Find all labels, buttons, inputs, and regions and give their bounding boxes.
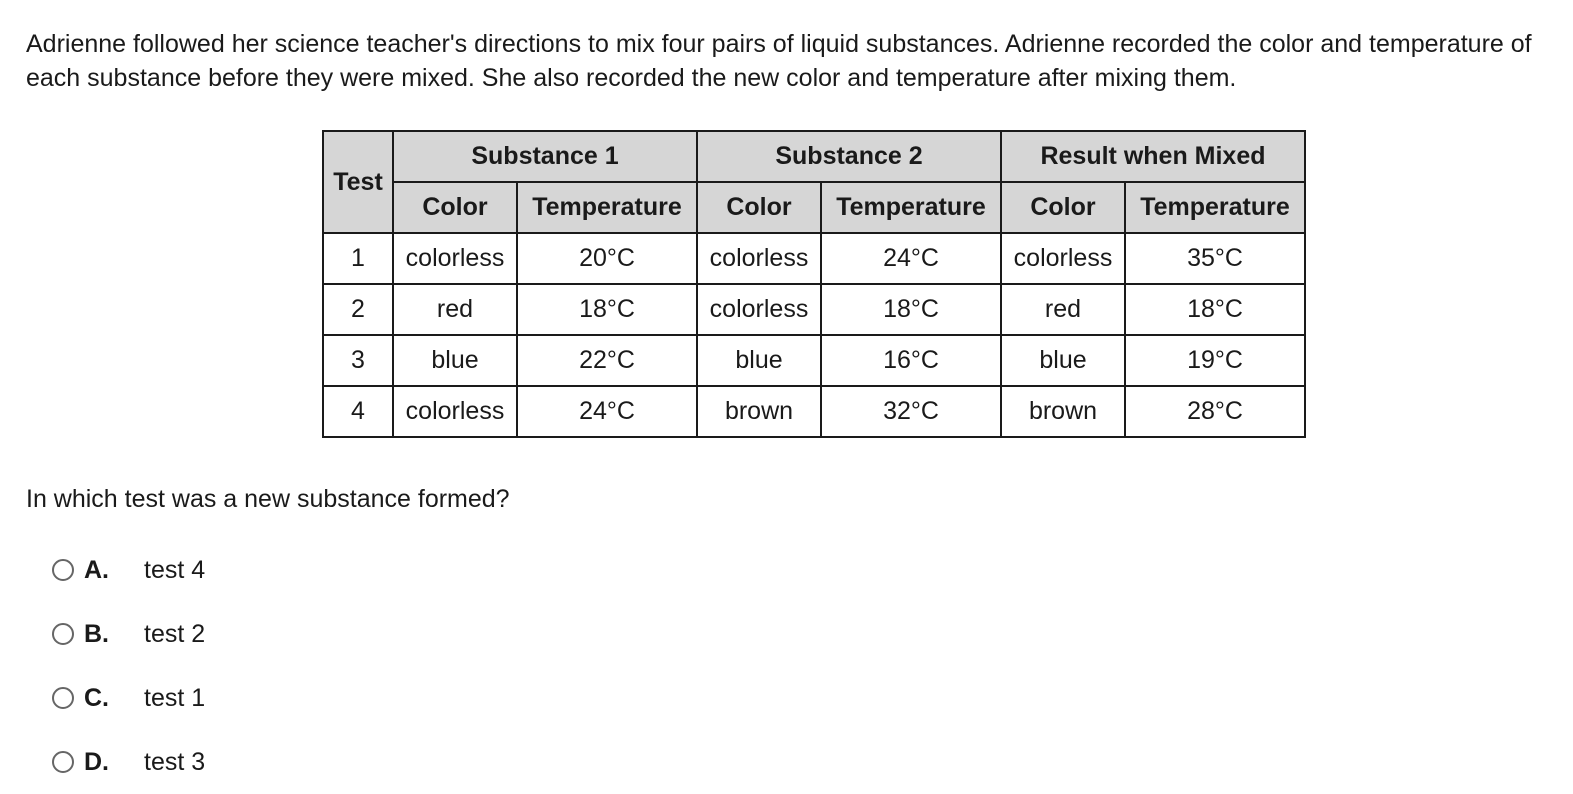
cell: colorless bbox=[697, 233, 821, 284]
data-table bbox=[322, 130, 1306, 438]
cell: 19°C bbox=[1125, 335, 1305, 386]
subheader-color: Color bbox=[697, 182, 821, 233]
radio-button-icon[interactable] bbox=[52, 687, 74, 709]
answer-choices bbox=[52, 538, 205, 794]
cell: 32°C bbox=[821, 386, 1001, 437]
cell-test: 1 bbox=[323, 233, 393, 284]
radio-button-icon[interactable] bbox=[52, 751, 74, 773]
table-subheader-row bbox=[323, 182, 1305, 233]
cell: red bbox=[1001, 284, 1125, 335]
cell: colorless bbox=[393, 386, 517, 437]
header-test: Test bbox=[323, 131, 393, 233]
choice-text: test 3 bbox=[144, 747, 206, 776]
choice-letter: D. bbox=[84, 747, 109, 776]
cell: 35°C bbox=[1125, 233, 1305, 284]
table-row bbox=[323, 335, 1305, 386]
header-substance-2: Substance 2 bbox=[697, 131, 1001, 182]
cell: 22°C bbox=[517, 335, 697, 386]
cell-test: 2 bbox=[323, 284, 393, 335]
table-row bbox=[323, 284, 1305, 335]
subheader-temperature: Temperature bbox=[821, 182, 1001, 233]
cell: 18°C bbox=[517, 284, 697, 335]
choice-a[interactable] bbox=[52, 538, 205, 602]
cell: colorless bbox=[1001, 233, 1125, 284]
cell: 20°C bbox=[517, 233, 697, 284]
choice-b[interactable] bbox=[52, 602, 205, 666]
subheader-temperature: Temperature bbox=[1125, 182, 1305, 233]
cell: 24°C bbox=[821, 233, 1001, 284]
cell: blue bbox=[1001, 335, 1125, 386]
cell: 18°C bbox=[821, 284, 1001, 335]
cell: brown bbox=[697, 386, 821, 437]
choice-d[interactable] bbox=[52, 730, 205, 794]
cell: brown bbox=[1001, 386, 1125, 437]
cell: red bbox=[393, 284, 517, 335]
choice-letter: A. bbox=[84, 555, 109, 584]
choice-c[interactable] bbox=[52, 666, 205, 730]
choice-text: test 2 bbox=[144, 619, 206, 648]
cell: 18°C bbox=[1125, 284, 1305, 335]
table-row bbox=[323, 233, 1305, 284]
choice-letter: B. bbox=[84, 619, 109, 648]
choice-text: test 4 bbox=[144, 555, 206, 584]
cell: colorless bbox=[697, 284, 821, 335]
cell: 28°C bbox=[1125, 386, 1305, 437]
cell: 24°C bbox=[517, 386, 697, 437]
subheader-color: Color bbox=[393, 182, 517, 233]
subheader-color: Color bbox=[1001, 182, 1125, 233]
table-group-header-row bbox=[323, 131, 1305, 182]
choice-letter: C. bbox=[84, 683, 109, 712]
table-row bbox=[323, 386, 1305, 437]
radio-button-icon[interactable] bbox=[52, 559, 74, 581]
subheader-temperature: Temperature bbox=[517, 182, 697, 233]
radio-button-icon[interactable] bbox=[52, 623, 74, 645]
cell: blue bbox=[697, 335, 821, 386]
question-stem: Adrienne followed her science teacher's directions to mix four pairs of liquid substances. Adrienne recorded the color and temperature of each substance before they were mixed. She also recorded the new color and temperature after mixing them. bbox=[26, 30, 1532, 92]
question-prompt: In which test was a new substance formed? bbox=[26, 485, 510, 513]
cell-test: 4 bbox=[323, 386, 393, 437]
cell: 16°C bbox=[821, 335, 1001, 386]
choice-text: test 1 bbox=[144, 683, 206, 712]
cell: colorless bbox=[393, 233, 517, 284]
cell: blue bbox=[393, 335, 517, 386]
header-result-when-mixed: Result when Mixed bbox=[1001, 131, 1305, 182]
header-substance-1: Substance 1 bbox=[393, 131, 697, 182]
cell-test: 3 bbox=[323, 335, 393, 386]
